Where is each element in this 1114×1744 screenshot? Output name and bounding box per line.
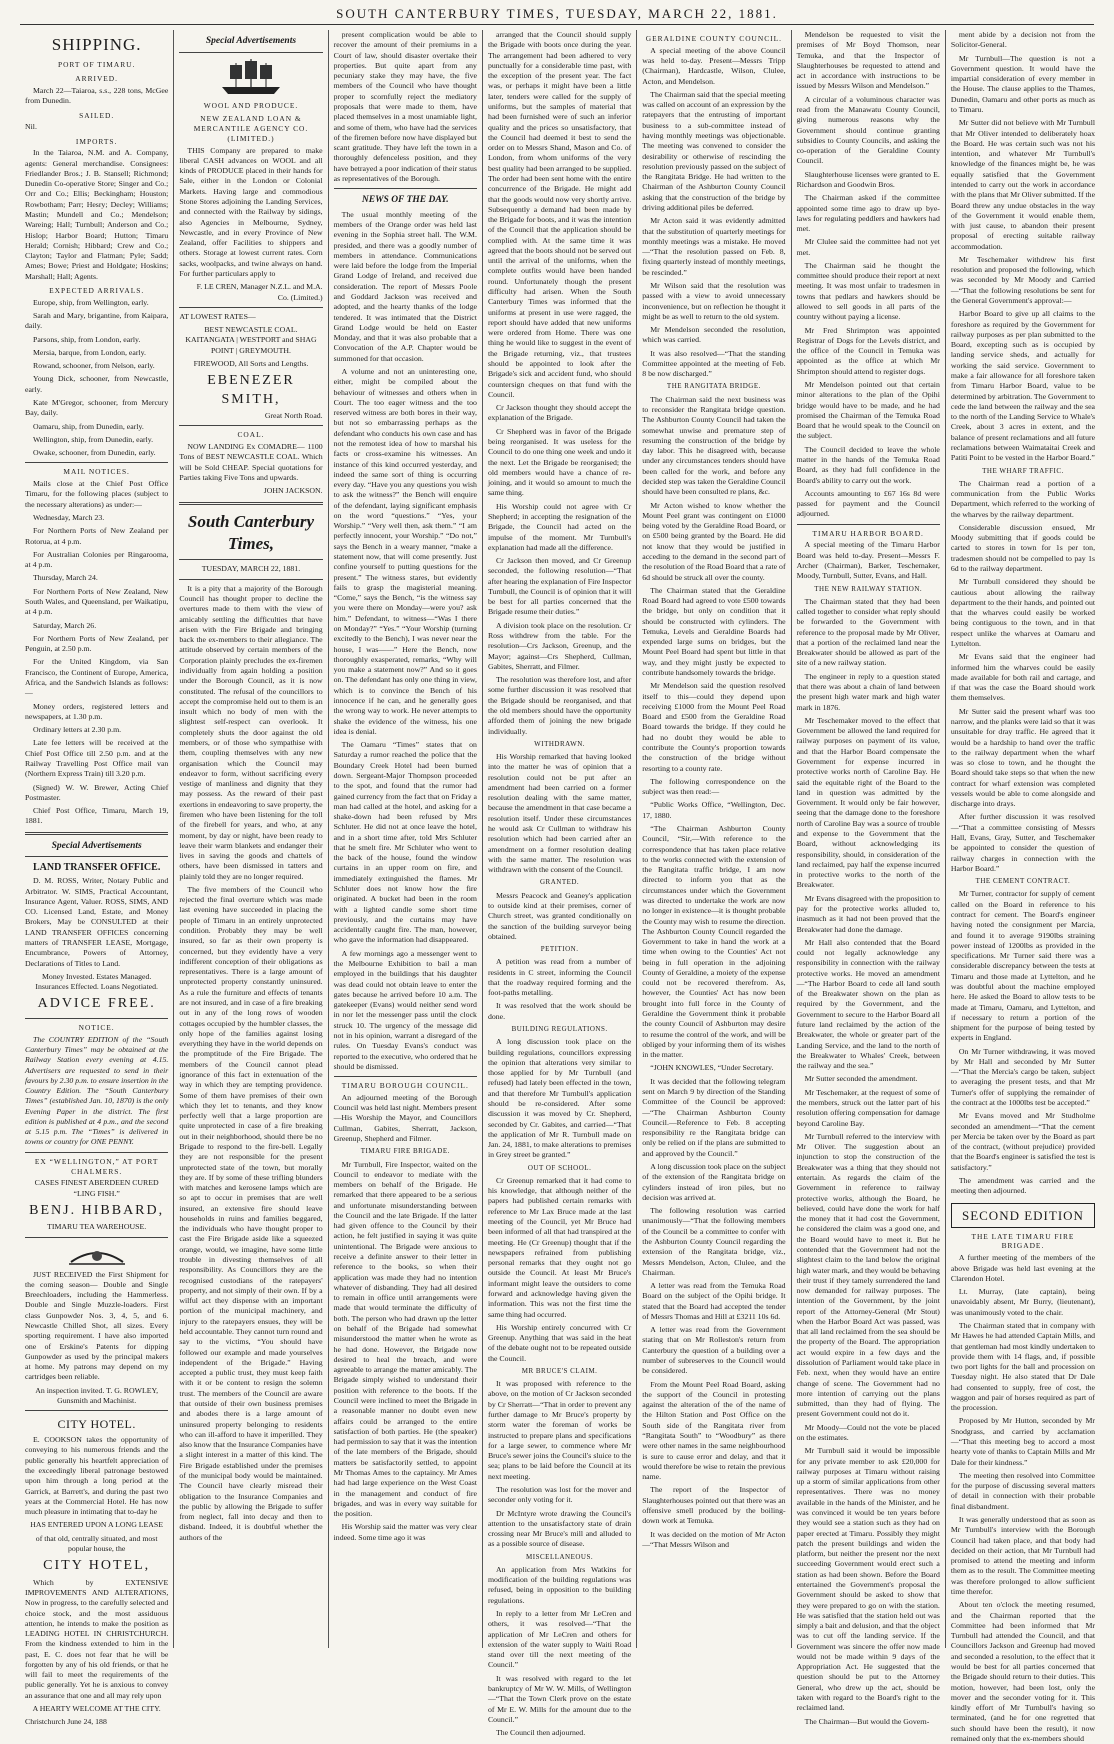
harbor-paragraph: Mr Teschemaker, at the request of some of the members, struck out the latter part of his resolution offering compensation for damage beyond Caroline Bay. [796, 1087, 940, 1128]
harbor-paragraph: THE NEW RAILWAY STATION. [814, 584, 923, 593]
harbor-paragraph: The engineer in reply to a question stated that there was about a chain of land between the present high water mark and high water mark in 1876. [796, 671, 940, 712]
mail-notice-line: Ordinary letters at 2.30 p.m. [33, 725, 122, 735]
editorial-paragraph: The five members of the Council who rejected the final overture which was made last evening have succeeded in placing the people of Timaru in an entirely unprotected condition. Probably they may be well insured, so far as their own property is concerned, but they evidently have a very indifferent conception of their obligations as representatives. There is a large amount of unprotected property constantly uninsured. As a rule the furniture and effects of tenants are not insured, and in case of a fire breaking out in any of the long rows of wooden cottages occupied by the humbler classes, the only hope of the families against losing everything they have in the world depends on the promptitude of the Fire Brigade. The members of the Council cannot plead ignorance of this fact in extenuation of the way in which they are tempting providence. Some of them have premises of their own which they let to tenants, and they know perfectly well that a large proportion are quite unprotected in case of a fire breaking out in their neighborhood, should there be no Brigade to respond to the fire-bell. Legally they are not responsible for the present unprotected state of the town, but morally they are. If by some of these trifling blunders with matches and kerosene lamps which are so apt to occur in premises that are well insured, an extensive fire should leave households in ruins and families beggared, the individuals who have thought proper to cast the Fire Brigade aside like a squeezed orange, would, we imagine, have some little trouble in divesting themselves of all responsibility. As Councillors they are the recognised custodians of the ratepayers' property, and not simply of their own. If by a wilful act they dispense with an important portion of the municipal machinery, and injury to the ratepayers ensues, they will be held accountable. They cannot turn round and say to the victims, “You should have followed our example and made yourselves independent of the Brigade.” Having accepted a public trust, they must keep faith with it or be content to resign the solemn trust. The members of the Council are aware that outside of their own business premises and abodes there is a large amount of uninsured property belonging to residents who can ill-afford to have it imperilled. They also know that the Insurance Companies have a slight interest in a matter of this kind. The Fire Brigade established under the premises of the municipal body would be maintained. The Council have clearly misread their obligation to the Insurance Companies and the public by allowing the Brigade to suffer from neglect, fall into decay and then to disband. Indeed, it is doubtful whether the authors of the [179, 884, 323, 1542]
news-paragraph: The usual monthly meeting of the members of the Orange order was held last evening in the Sophia street hall. The W.M. presided, and there was a goodly number of members in attendance. Communications were laid before the lodge from the Imperial Grand Lodge of Ireland, and received due consideration. The report of Messrs Poole and Goddard Jackson was received and adopted, and the hearty thanks of the lodge tendered. It was intimated that the District Grand Lodge would be held on Easter Monday, and that it was also probable that a Convocation of the A.P. Chapter would be summoned for that occasion. [333, 209, 477, 363]
hibbard-address: TIMARU TEA WAREHOUSE. [47, 1222, 147, 1232]
harbor-paragraph: Mr Evans moved and Mr Studholme seconded an amendment—“That the cement per Mercia be taken over by the Board as part of the contract, (without prejudice) provided that the Board's engineer is satisfied the test is satisfactory.” [950, 1111, 1096, 1172]
geraldine-paragraph: The Chairman said he thought the committee should produce their report at next meeting. It was most unfair to tradesmen in towns that pedlars and hawkers should be allowed to sell goods in all parts of the country without paying a license. [796, 260, 940, 322]
nzl-text: THIS Company are prepared to make liberal CASH advances on WOOL and all kinds of PRODUCE placed in their hands for Sale, either in the London or Colonial Markets. Having large and commodious Stone Stores adjoining the Landing Services, and connected with the Railway by sidings, also Agencies in Melbourne, Sydney, Newcastle, and in every Province of New Zealand, offer Facilities to shippers and others. Storage at lowest current rates. Corn sacks, woolpacks, and twine always on hand. For further particulars apply to [179, 145, 323, 278]
council-paragraph: TIMARU FIRE BRIGADE. [360, 1147, 450, 1156]
aberdeen-text: CASES FINEST ABERDEEN CURED “LING FISH.” [34, 1178, 159, 1198]
city-hotel-end: Which by EXTENSIVE IMPROVEMENTS AND ALTERATIONS, Now in progress, to the carefully selected and choice stock, and the most assiduous attention, he intends to make the position as LEADING HOTEL IN CHRISTCHURCH. From the kindness extended to him in the past, E. C. does not fear that he will be forgotten by any of his old friends, or that he will fail to meet the requirements of the public generally. Yet he is anxious to convey an assurance that one and all may rely upon [25, 1577, 169, 1700]
brigade-paragraph: Lt. Murray, (late captain), being unavoidably absent, Mr Burry, (lieutenant), was unanimously voted to the chair. [950, 1287, 1096, 1317]
mail-heading: MAIL NOTICES. [63, 467, 130, 477]
geraldine-paragraph: Mr Mendelson said the question resolved itself to this—could they depend upon receiving £1000 from the Mount Peel Road Board and £500 from the Geraldine Road Board towards the bridge. If they could he had no doubt they would be able to contribute the County's proportion towards the construction of the bridge without resorting to a county rate. [642, 681, 786, 773]
harbor-paragraph: Mr Sutter said the present wharf was too narrow, and the planks were laid so that it was unsuitable for dray traffic. He agreed that it would be a hardship to hand over the traffic to the railway department when the wharf was so close to town, and he thought the Board should take steps so that when the new contract for wharf extension was completed vessels would be able to come alongside and discharge into drays. [950, 706, 1096, 809]
divider [25, 856, 168, 857]
council-paragraph: BUILDING REGULATIONS. [511, 1025, 608, 1034]
editorial-paragraph: present complication would be able to recover the amount of their premiums in a Court of law, should disaster overtake their properties. But quite apart from any pecuniary stake they may have, the five members of the Council who have thought proper to scornfully reject the mediatory proposals that were made to them, have placed themselves in a most unamiable light, and some of them, who have had the services of the firemen before now have displayed but scant gratitude. They have left the town in a thoroughly defenceless position, and they have betrayed a poor indication of their status as representatives of the Borough. [333, 30, 477, 183]
council-paragraph: The resolution was therefore lost, and after some further discussion it was resolved that the Brigade should be reorganised, and that the old members should have the opportunity afforded them of joining the new brigade individually. [487, 675, 632, 736]
council-paragraph: Messrs Peacock and Geaney's application to outside kind at their premises, corner of Church street, was granted conditionally on the sanction of the building surveyor being obtained. [487, 890, 632, 941]
mail-notice-line: Mails close at the Chief Post Office Timaru, for the following places (subject to the necessary alterations) as under:— [25, 479, 169, 509]
council-paragraph: The resolution was lost for the mover and seconder only voting for it. [487, 1484, 632, 1505]
divider [25, 1410, 168, 1411]
geraldine-paragraph: The Chairman said the next business was to reconsider the Rangitata bridge question. The Ashburton County Council had taken the somewhat unwise and premature step of resuming the construction of the bridge by day labor. This he disagreed with, because under any circumstances tenders should have been called for the work, and before any decided step was taken the Geraldine Council should have been consulted re plans, &c. [642, 394, 786, 497]
divider [25, 1018, 168, 1019]
sailing-ship-icon [216, 57, 286, 97]
geraldine-paragraph: Mr Acton wished to know whether the Mount Peel grant was contingent on £1000 being voted by the Geraldine Road Board, or on £500 being granted by the Board. He did not know that they would be justified in acceding to the demand in the second part of the resolution of the Road Board that a rate of 6d should be struck all over the county. [642, 500, 786, 582]
expected-arrival: Owake, schooner, from Dunedin, early. [33, 448, 156, 458]
harbor-report-continued [951, 30, 1095, 1197]
column-5 [637, 30, 791, 1648]
editorial-paragraph: It is a pity that a majority of the Borough Council has thought proper to decline the overtures made to them with the view of amicably settling the difficulties that have arisen with the Fire Brigade and bringing back the ex-members to their allegiance. The attitude observed by certain members of the Corporation plainly precludes the ex-firemen individually from again holding a position under the Borough Council, as it is now constituted. The refusal of the councillors to accept the compromise held out to them is an insult which no body of men with the slightest self-respect can overlook. It completely shuts the door against the old members, or of those who sympathise with them, coupling themselves with any new organisation which the Council may endeavor to form, without sacrificing every vestige of manliness and dignity that they may possess. As the reward of their past exertions in endeavoring to save property, the firemen who have been listening for the toll of the firebell for years, and who, at any moment, by day or night, have been ready to leave their warm blankets and endanger their lives in saving the goods and chattels of others, have been dismissed in tatters and plainly told they are no longer required. [179, 583, 323, 881]
divider [797, 524, 940, 525]
geraldine-paragraph: The following resolution was carried unanimously—“That the following members of the Council be a committee to confer with the Ashburton County Council regarding the extension of the Rangitata bridge, viz., Messrs Mendelson, Acton, Clulee, and the Chairman. [642, 1206, 786, 1277]
city-hotel-text: E. COOKSON takes the opportunity of conveying to his numerous friends and the public generally his heartfelt appreciation of the exceedingly liberal patronage bestowed upon him through a long period at the Garrick, at Barrett's, and during the past two years at the Commercial Hotel. He has now much pleasure in intimating that to-day he [25, 1435, 169, 1517]
council-paragraph: It was resolved that the work should be done. [487, 1001, 632, 1021]
council-paragraph: It was resolved with regard to the let bankruptcy of Mr W. W. Mills, of Wellington—“That the Town Clerk prove on the estate of Mr E. W. Mills for the amount due to the Council.” [487, 1673, 632, 1724]
geraldine-paragraph: The Chairman said that the special meeting was called on account of an expression by the ratepayers that the entrusting of important business to a sub-committee instead of having monthly meetings was objectionable. The meeting was convened to consider the desirability or otherwise of rescinding the resolution previously passed on the subject of the Rangitata Bridge. He had written to the Chairman of the Ashburton County Council asking that the construction of the bridge by driving additional piles be deferred. [642, 89, 786, 212]
harbor-paragraph: Mr Turnbull referred to the interview with Mr Oliver. The suggestion about an injunction to stop the construction of the Breakwater was a thing that they should not entertain. As regards the claim of the Government in reference to railway protective works, although the Board, he believed, could have done the work for half the money that it had cost the Government, he considered the claim was a good one, and the Board would have to meet it. But he contended that the Government had not the slightest claim to the land below the original high water mark, and they would be behaving their trust if they tamely surrendered the land now demanded for railway purposes. The intention of the Government, by the joint report of the Attorney-General (Mr Stout) when the Harbor Board Act was passed, was that all land reclaimed from the sea should be the property of the Board. The appropriation act would expire in a few days and the dissolution of Parliament would take place in Feb. next, when they would have an entire change of scene. The Government had no more intention of carrying out the plans submitted, than they had of flying. The present Government could not do it. [796, 1131, 940, 1419]
divider [25, 462, 168, 463]
council-paragraph: MR BRUCE'S CLAIM. [521, 1366, 598, 1375]
advice-free: ADVICE FREE. [37, 996, 156, 1012]
council-heading: TIMARU BOROUGH COUNCIL. [341, 1081, 469, 1091]
brigade-paragraph: The Chairman stated that in company with Mr Hawes he had attended Captain Mills, and that gentleman had most kindly undertaken to provide them with 14 flags, and, if possible two port lights for the ball and procession on Tuesday night. He also stated that Dr Dale had consented to supply, free of cost, the waggon and pair of horses required as part of the procession. [950, 1320, 1096, 1413]
harbor-paragraph: The Chairman—But would the Govern- [804, 1716, 930, 1726]
editorial [179, 584, 322, 1543]
second-edition-banner: SECOND EDITION [951, 1203, 1095, 1228]
council-paragraph: A petition was read from a number of residents in C street, informing the Council that the roadway required forming and the foot-paths metalling. [487, 957, 632, 998]
council-paragraph: His Worship said the matter was very clear indeed. Some time ago it was [333, 1522, 477, 1542]
city-hotel-lease: HAS ENTERED UPON A LONG LEASE [30, 1520, 164, 1530]
divider [179, 52, 322, 53]
council-paragraph: arranged that the Council should supply the Brigade with boots once during the year. The arrangement had been adhered to very punctually for a considerable time past, with the exception of the present year. The fact was, or perhaps it might have been a little later, tenders were called for the supply of uniforms, but the samples of material that had been furnished were of such an inferior quality and the prices so unsatisfactory, that the Council had deemed it best to send the order on to Messrs Shand, Mason and Co. of London, from whom uniforms of the very best quality had been arranged to be supplied. The order had been sent home with the entire concurrence of the Brigade. He might add that the goods would now very shortly arrive. Subsequently a demand had been made by the Brigade for boots, and it was the intention of the Council that the application should be complied with. At the same time it was agreed that the boots should not be served out until the arrival of the uniforms, when the complete outfits would have been handed round. Unfortunately though the present difficulty had arisen. When the South Canterbury Times was informed that the uniforms at present in use were ragged, the report should have added that new uniforms were ordered from Home. There was one thing he would like to suggest in the event of the Brigade returning, viz., that trustees should be appointed to look after the Brigade's sick and accident fund, who should countersign cheques on that fund with the Council. [487, 30, 632, 399]
divider [179, 579, 322, 580]
mail-notice-line: For Northern Ports of New Zealand, per Penguin, at 2.50 p.m. [25, 633, 169, 654]
news-paragraph: A volume and not an uninteresting one, either, might be compiled about the behaviour of witnesses and others when in Court. The too eager witness and the too reserved witness are both bores in their way, but not so embarrassing perhaps as the defendant who conducts his own case and has not the remotest idea of how to marshal his facts or cross-examine his witnesses. An instance of this kind occurred yesterday, and indeed the same sort of thing is occurring every day. “Have you any questions you wish to ask the witness?” the Bench will enquire of the defendant, laying significant emphasis on the word “questions.” “Yes, your Worship.” “Very well then, ask them.” “I am perfectly innocent, your Worship.” “Do not,” says the Bench in a weary manner, “make a statement now, that will come presently. Just confine yourself to putting questions for the present.” The witness stares, but evidently fails to grasp the magisterial meaning. “Come,” says the Bench, “is the witness say you were there on Monday—were you? ask him.” Defendant, to witness—“Was I there on Monday?” “Yes.” “Your Worship (turning excitedly to the Bench), I was never near the house, I was——” Here the Bench, now thoroughly exasperated, remarks, “Why will you make a statement now?” And so it goes on. The defendant has only one thing in view, which is to convince the Bench of his innocence if he can, and he generally goes the wrong way to work. He never attempts to shake the evidence of the witness, his one idea is denial. [333, 366, 477, 736]
geraldine-report [642, 46, 785, 1550]
city-hotel-heading: CITY HOTEL. [57, 1417, 136, 1432]
expected-arrival: Wellington, ship, from Dunedin, early. [33, 434, 154, 444]
council-paragraph: Cr Jackson then moved, and Cr Greenup seconded, the following resolution—“That after hearing the explanation of Fire Inspector Turnbull, the Council is of opinion that it will be best for all parties concerned that the Brigade resume their duties.” [487, 556, 632, 617]
expected-arrival: Mersia, barque, from London, early. [33, 347, 146, 357]
special-ads-heading: Special Advertisements [51, 840, 142, 851]
mail-notice-line: Money orders, registered letters and newspapers, at 1.30 p.m. [25, 701, 169, 721]
harbor-paragraph: THE WHARF TRAFFIC. [982, 466, 1064, 475]
divider [25, 1152, 168, 1153]
expected-arrival: Young Dick, schooner, from Newcastle, early. [25, 374, 169, 394]
harbor-paragraph: ment abide by a decision not from the Solicitor-General. [950, 30, 1096, 50]
coal-signature: JOHN JACKSON. [263, 486, 323, 496]
geraldine-paragraph: “Public Works Office, “Wellington, Dec. 17, 1880. [642, 800, 786, 820]
mail-notice-line: Chief Post Office, Timaru, March 19, 1881. [25, 806, 169, 826]
expected-arrival: Rowand, schooner, from Nelson, early. [33, 361, 155, 371]
news-paragraph: The Oamaru “Times” states that on Saturday a rumor reached the police that the Boundary Creek Hotel had been burned down. Sergeant-Major Thompson proceeded to the spot, and found that the rumor had gained currency from the fact that on Friday a man had called at the hotel, and asking for a shake-down had been refused by Mrs Schluter. He did not at once leave the hotel, and in a short time after, told Mrs Schluter that he smelt fire. Mr Schluter who went to the back of the house, found the window curtains in an upper room on fire, and immediately extinguished the flames. Mr Schluter does not know how the fire originated. A bucket had been in the room with a lighted candle some short time previously, and the curtains may have accidentally caught fire. The man, however, who gave the information had disappeared. [333, 740, 477, 945]
geraldine-heading: GERALDINE COUNTY COUNCIL. [645, 34, 782, 43]
divider [179, 559, 322, 560]
gun-signature: An inspection invited. T. G. ROWLEY, Gunsmith and Machinist. [35, 1385, 159, 1405]
geraldine-paragraph: A long discussion took place on the subject of the extension of the Rangitata bridge on cylinders instead of iron piles, but no decision was arrived at. [642, 1161, 786, 1202]
council-paragraph: Dr McIntyre wrote drawing the Council's attention to the unsatisfactory state of drain crossing near Mr Bruce's mill and alluded to as a possible source of disease. [487, 1508, 632, 1549]
harbor-paragraph: Considerable discussion ensued, Mr Moody submitting that if goods could be carted to stores in town for 1s per ton, tradesmen should not be compelled to pay 1s 6d to the railway department. [950, 522, 1096, 574]
brigade-paragraph: It was generally understood that as soon as Mr Turnbull's interview with the Borough Council had taken place, and that body had decided on their action, that Mr Turnbull had promised to attend the meeting and inform them as to the result. The Committee meeting was therefore prolonged to allow sufficient time therefor. [950, 1515, 1096, 1596]
nzl-signature: F. LE CREN, Manager N.Z.L. and M.A. Co. (Limited.) [196, 282, 323, 302]
mail-notice-line: (Signed) W. W. Brewer, Acting Chief Postmaster. [25, 782, 169, 802]
council-paragraph: MISCELLANEOUS. [526, 1552, 594, 1561]
firewood-text: FIREWOOD, All Sorts and Lengths. [193, 358, 309, 368]
harbor-paragraph: After further discussion it was resolved—“That a committee consisting of Messrs Hall, Evans, Gray, Sutter, and Teschemaker be appointed to consider the question of railway charges in connection with the Harbor Board.” [950, 812, 1096, 873]
divider [179, 502, 322, 505]
geraldine-paragraph: It was decided on the motion of Mr Acton—“That Messrs Wilson and [642, 1529, 786, 1549]
council-paragraph: His Worship could not agree with Cr Shepherd; in accepting the resignation of the Brigade, the Council had acted on the impulse of the moment. Mr Turnbull's explanation had made all the difference. [487, 501, 632, 552]
harbor-paragraph: Mr Hall also contended that the Board could not legally acknowledge any responsibility in connection with the railway protective works. He moved an amendment—“The Harbor Board to cede all land south of the Breakwater shown on the plan as required by the Government, and the Government to secure to the Harbor Board all future land reclaimed by the action of the Breakwater, the whole or greater part of the Landing Service, and the land to the north of the Breakwater to Whales' Creek, between the railway and the sea.” [796, 937, 940, 1071]
geraldine-paragraph: The Chairman stated that the Geraldine Road Board had agreed to vote £500 towards the bridge, but only on condition that it should be constructed with cylinders. The Temuka, Levels and Geraldine Boards had expended large sums on bridges, but the Mount Peel Board had spent but little in that way, and they might justly be expected to contribute handsomely towards the bridge. [642, 585, 786, 678]
geraldine-paragraph: From the Mount Peel Road Board, asking the support of the Council in protesting against the alteration of the of the name of the Hilton Station and Post Office on the South side of the Rangitata river from “Rangitata South” to “Woodbury” as there were other names in the same neighbourhood is sure to cause error and delay, and that it would therefore be wise to retain the previous name. [642, 1379, 786, 1482]
mail-notice-line: For Northern Ports of New Zealand, New South Wales, and Queensland, per Waikatipu, at 4 p.m. [25, 586, 169, 617]
ebenezer-address: Great North Road. [264, 411, 323, 421]
council-paragraph: His Worship entirely concurred with Cr Greenup. Anything that was said in the heat of the debate ought not to be repeated outside the Council. [487, 1322, 632, 1363]
brigade-report [951, 1253, 1095, 1744]
harbor-report [797, 540, 940, 1726]
hibbard-name: BENJ. HIBBARD, [29, 1202, 165, 1218]
council-paragraph: Cr Greenup remarked that it had come to his knowledge, that although neither of the papers had published certain remarks with reference to Mr Lax Bruce made at the last meeting of the Council, yet Mr Bruce had been informed of all that had transpired at the meeting. He (Cr Greenup) thought that if the newspapers refrained from publishing personal remarks that they ought not go outside the Council. At least Mr Bruce's informant might leave the outsiders to come forward and acknowledge having given the information. This was not the first time the same thing had occurred. [487, 1175, 632, 1319]
expected-arrival: Oamaru, ship, from Dunedin, early. [33, 421, 144, 431]
geraldine-paragraph: A letter was read from the Government stating that on Mr Rolleston's return from Canterbury the question of a building over a number of subreserves to the Council would be considered. [642, 1325, 786, 1376]
council-paragraph: Cr Jackson thought they should accept the explanation of the Brigade. [487, 403, 632, 423]
masthead: South Canterbury Times, [187, 511, 315, 554]
council-paragraph: GRANTED. [539, 878, 580, 887]
ebenezer-smith-name: EBENEZER SMITH, [207, 373, 295, 407]
arrived-text: March 22—Taiaroa, s.s., 228 tons, McGee from Dunedin. [25, 85, 169, 106]
mail-notice-line: For Australian Colonies per Ringarooma, at 4 p.m. [25, 549, 169, 570]
shipping-heading: SHIPPING. [51, 35, 142, 54]
running-head: SOUTH CANTERBURY TIMES, TUESDAY, MARCH 22, 1881. [336, 6, 778, 21]
geraldine-paragraph: Mr Fred Shrimpton was appointed Registrar of Dogs for the Levels district, and the office of the Council in Temuka was appointed as the office at which Mr Shrimpton should attend to register dogs. [796, 325, 940, 376]
column-4 [483, 30, 637, 1738]
mail-list [25, 479, 168, 826]
coal-intro: AT LOWEST RATES— [179, 311, 256, 321]
geraldine-paragraph: Mr Wilson said that the resolution was passed with a view to avoid unnecessary inconvenience, but on reflection he thought it might be as well to return to the old system. [642, 280, 786, 321]
harbor-paragraph: THE CEMENT CONTRACT. [975, 877, 1071, 886]
harbor-paragraph: Mr Sutter did not believe with Mr Turnbull that Mr Oliver intended to deliberately hoax the Board. He was certain such was not his intention, and whatever Mr Turnbull's knowledge of the finances might be, he was equally satisfied that the Government intended to carry out the work in accordance with the plans that Mr Oliver submitted. If the Board threw any undue obstacles in the way of the Government it would enable them, with just cause, to abandon their present proposal of erecting suitable railway accommodation. [950, 118, 1096, 251]
council-paragraph: Mr Turnbull, Fire Inspector, waited on the Council to endeavor to mediate with the members on behalf of the Brigade. He remarked that there appeared to be a serious and unfortunate misunderstanding between the Council and the late Brigade. If the latter had given offence to the Council by their action, he felt justified in saying it was quite unintentional. The Brigade were anxious to receive a definite answer to their letter in reference to the books, so when their application was made they had no intention whatever of disbanding. They had all desired to remain in office until arrangements were made that would terminate the difficulty of both. The person who had drawn up the letter on behalf of the Brigade had somewhat misunderstood the matter when he wrote as he had done. However, the Brigade now desired to heal the breach, and were agreeable to arrange the matter amicably. The Brigade simply wished to understand their position with reference to the boots. If the Council were inclined to meet the Brigade in a reasonable manner no doubt even new affairs could be arranged to the entire satisfaction of both parties. He (the speaker) had permission to say that it was the intention of the late members of the Brigade, should matters be satisfactorily settled, to appoint Mr Thomas Ames to the captaincy. Mr Ames had had large experience on the West Coast in the management and conduct of fire brigades, and was in every way suitable for the position. [333, 1159, 477, 1519]
harbor-paragraph: Mr Evans said that the engineer had informed him the wharves could be easily made available for both rail and cartage, and if that was the case the Board should work them themselves. [950, 652, 1096, 703]
council-paragraph: The Council then adjourned. [495, 1728, 586, 1738]
column-7 [946, 30, 1100, 1743]
mail-notice-line: Thursday, March 24. [33, 573, 98, 583]
divider [179, 307, 322, 308]
mail-notice-line: Late fee letters will be received at the Chief Post Office till 2.50 p.m. and at the Railway Travelling Post Office mail van (Northern Express Train) till 3.20 p.m. [25, 738, 169, 779]
coal-text: NOW LANDING Ex COMADRE— 1100 Tons of BEST NEWCASTLE COAL. Which will be Sold CHEAP. Special quotations for Parties taking Five Tons and upwards. [179, 442, 323, 483]
geraldine-paragraph: Slaughterhouse licenses were granted to E. Richardson and Goodwin Bros. [796, 169, 940, 189]
imports-text: In the Taiaroa, N.M. and A. Company, agents: General merchandise. Consignees: Friedlander Bros.; J. B. Stansell; Richmond; Dunedin Co-operative Store; Singer and Co.; Orr and Co.; Ellis; Beckingham; Houston; Rowbotham; Parr; Hesry; Decley; Williams; Mastin; Mundell and Co.; Mendelson; Wareing; Hall; Turnbull; Anderson and Co.; Hislop; Harbor Board; Hutton; Timaru Herald; Cornish; Hibbard; Crew and Co.; Clayton; Taylor and Flatman; Pyle; Sadd; Ames; Bowe; Priest and Holdgate; Hoskins; Marshall; Hall; Agents. [25, 148, 169, 281]
notice-text: The COUNTRY EDITION of the “South Canterbury Times” may be obtained at the Railway Station every evening at 4.15. Advertisers are requested to send in their favours by 2.30 p.m. to ensure insertion in the Country Edition. The “South Canterbury Times” (established Jan. 10, 1870) is the only Evening Paper in the district. The first edition is published at 4 p.m., and the second at 5.15 p.m. The “Times” is delivered in towns or country for ONE PENNY. [25, 1034, 169, 1147]
geraldine-paragraph: “The Chairman Ashburton County Council, “Sir,—With reference to the correspondence that has taken place relative to the works connected with the extension of the Rangitata traffic bridge, I am now directed to inform you that as the circumstances under which the Government was directed to undertake the work are now no longer in existence—it is thought probable the County may wish to resume the direction. The Ashburton County Council regarded the Government to take in hand the work at a time when owing to the Counties' Act not being in full operation in the adjoining County of Geraldine, a moiety of the expense could not be recovered therefrom. As, however, the Counties' Act has now been brought into full force in the County of Geraldine the Government think it probable the county Council of Ashburton may desire to resume the control of the work, and will be obliged by your informing them of its wishes in the matter. [642, 823, 786, 1060]
divider [25, 832, 168, 835]
council-report-continued [488, 30, 631, 1738]
special-ads-heading: Special Advertisements [205, 36, 297, 46]
council-report [334, 1093, 477, 1543]
wool-heading: WOOL AND PRODUCE. [203, 100, 299, 110]
geraldine-paragraph: The following correspondence on the subject was then read:— [642, 776, 786, 797]
harbor-paragraph: Mr Teschemaker withdrew his first resolution and proposed the following, which was seconded by Mr Moody and Carried—“That the following resolutions be sent for the General Government's approval:— [950, 254, 1096, 306]
harbor-paragraph: Mr Turnbull—The question is not a Government question. It would have the impartial consideration of every member in the House. The clause applies to the Thames, Dunedin, Oamaru and other ports as much as to Timaru. [950, 53, 1096, 114]
geraldine-paragraph: A letter was read from the Temuka Road Board on the subject of the Opihi bridge. It stated that the Board had accepted the tender of Messrs Thomas and Hill at £3211 10s 6d. [642, 1281, 786, 1321]
harbor-paragraph: A special meeting of the Timaru Harbor Board was held to-day. Present—Messrs F. Archer (Chairman), Barker, Teschemaker, Moody, Turnbull, Sutter, Evans, and Hall. [796, 540, 940, 581]
header-rule [20, 24, 1094, 25]
geraldine-paragraph: Mr Clulee said the committee had not yet met. [796, 237, 940, 257]
council-paragraph: It was proposed with reference to the above, on the motion of Cr Jackson seconded by Cr Sherratt—“That in order to prevent any further damage to Mr Bruce's property by storm water the foreman of works be instructed to prepare plans and specifications for a large sewer, to commence where Mr Bruce's sewer joins the Council's sluice to the sea; plans to be laid before the Council at its next meeting. [487, 1379, 632, 1481]
expected-list [25, 298, 168, 459]
geraldine-paragraph: Mr Mendelson seconded the resolution, which was carried. [642, 325, 786, 345]
expected-arrival: Kate M'Gregor, schooner, from Mercury Bay, daily. [25, 398, 169, 418]
brigade-paragraph: About ten o'clock the meeting resumed, and the Chairman reported that the Committee had been informed that Mr Turnbull had attended the Council, and that Councillors Jackson and Greenup had moved and seconded a resolution, to the effect that it would be best for all parties concerned that the Brigade should return to their duties. This motion, however, had been lost, only the mover and the seconder voting for it. This kindly effort of Mr Turnbull's having so terminated, (and he for one regretted that such should have been the result), it now remained only that the ex-members should [950, 1600, 1096, 1743]
issue-date: TUESDAY, MARCH 22, 1881. [201, 564, 301, 574]
editorial-continued [334, 30, 477, 184]
geraldine-paragraph: Mr Mendelson pointed out that certain minor alterations to the plan of the Opihi bridge would have to be made, and he had promised the Chairman of the Temuka Road Board that he would speak to the Council on the subject. [796, 380, 940, 441]
geraldine-paragraph: A circular of a voluminous character was read from the Manawatu County Council, giving numerous reasons why the Government should continue granting subsidies to County Councils, and asking the co-operation of the Geraldine County Council. [796, 94, 940, 166]
city-hotel-name: CITY HOTEL, [43, 1558, 151, 1574]
geraldine-paragraph: A special meeting of the above Council was held to-day. Present—Messrs Tripp (Chairman), Hardcastle, Wilson, Clulee, Acton, and Mendelson. [642, 45, 786, 86]
imports-label: IMPORTS. [75, 136, 118, 146]
coal-heading: COAL. [237, 430, 265, 440]
divider [179, 425, 322, 426]
geraldine-report-continued [797, 30, 940, 520]
city-hotel-welcome: A HEARTY WELCOME AT THE CITY. [32, 1704, 161, 1714]
column-6 [792, 30, 946, 1726]
notice-heading: NOTICE. [78, 1022, 115, 1032]
expected-label: EXPECTED ARRIVALS. [49, 286, 145, 295]
expected-arrival: Parsons, ship, from London, early. [33, 334, 141, 344]
harbor-paragraph: The Chairman stated that they had been called together to consider what reply should be forwarded to the Government with reference to the proposal made by Mr Oliver, that a portion of the reclaimed land near the Breakwater should be allowed as part of the site of a new railway station. [796, 596, 940, 668]
harbor-paragraph: Harbor Board to give up all claims to the foreshore as required by the Government for railway purposes as per plan submitted to the Board, excepting such as is occupied by landing service sheds, and actually for working the said service. Government to make a fair allowance for all foreshore taken from Timaru Harbor Board, value to be determined by arbitration. The Government to cede the land between the railway and the sea to the north of the Landing Service to Whale's Creek, about 3 acres in extent, and the balance of present reclamations and all future reclamations between Waimataitai Creek and Patiti Point to be vested in the Harbor Board.” [950, 309, 1096, 463]
harbor-paragraph: Mr Sutter seconded the amendment. [804, 1074, 918, 1084]
harbor-paragraph: The Chairman read a portion of a communication from the Public Works Department, which referred to the working of the wharves by the railway department. [950, 478, 1096, 519]
column-2 [174, 30, 328, 1648]
gunsmith-emblem-icon [67, 1242, 127, 1268]
council-paragraph: OUT OF SCHOOL. [527, 1163, 592, 1172]
sailed-text: Nil. [25, 122, 37, 132]
geraldine-paragraph: It was decided that the following telegram sent on March 9 by direction of the Standing Committee of the Council be approved:—“The Chairman Ashburton County Council.—Reference to Feb. 8 accepting responsibility re the Rangitata bridge can only be relied on if the plans are submitted to and approved by the Council.” [642, 1076, 786, 1158]
geraldine-paragraph: The report of the Inspector of Slaughterhouses pointed out that there was an offensive smell produced by the boiling-down work at Temuka. [642, 1485, 786, 1526]
harbor-paragraph: The amendment was carried and the meeting then adjourned. [950, 1176, 1096, 1196]
sailed-label: SAILED. [79, 110, 115, 120]
geraldine-paragraph: Accounts amounting to £67 16s 8d were passed for payment and the Council adjourned. [796, 488, 940, 519]
land-transfer-heading: LAND TRANSFER OFFICE. [32, 862, 161, 874]
city-hotel-mid: of that old, centrally situated, and most popular house, the [35, 1533, 158, 1553]
geraldine-paragraph: The Chairman asked if the committee appointed some time ago to draw up bye-laws for regulating peddlers and hawkers had met. [796, 193, 940, 234]
council-paragraph: PETITION. [540, 945, 579, 954]
divider [334, 188, 477, 189]
mail-notice-line: Saturday, March 26. [33, 620, 97, 630]
council-paragraph: Cr Shepherd was in favor of the Brigade being reorganised. It was useless for the Council to do one thing one week and undo it the next. Let the Brigade be reorganised; the old members would have a chance of re-joining, and it would so amount to much the same thing. [487, 426, 632, 498]
council-paragraph: A division took place on the resolution. Cr Ross withdrew from the table. For the resolution—Crs Jackson, Greenup, and the Mayor; against—Crs Shepherd, Cullman, Gabites, Sherratt, and Filmer. [487, 620, 632, 671]
harbor-paragraph: Mr Turner, contractor for supply of cement called on the Board in reference to his contract for cement. The Board's engineer having noted the consignment per Marcia, and found it to average 9190lbs straining power instead of 1200lbs as provided in the specifications. Mr Turner said there was a considerable discrepancy between the tests at Timaru and those made at Lyttelton, and he was doubtful about the machine employed here. He asked the Board to allow tests to be made at Timaru, Oamaru, and Lyttelton, and if necessary to return a portion of the shipment for the purpose of being tested by experts in England. [950, 889, 1096, 1043]
council-paragraph: An adjourned meeting of the Borough Council was held last night. Members present—His Worship the Mayor, and Councillors Cullman, Gabites, Sherratt, Jackson, Greenup, Shepherd and Filmer. [333, 1092, 477, 1143]
council-paragraph: An application from Mrs Watkins for modification of the building regulations was refused, being in opposition to the building regulations. [487, 1564, 632, 1605]
city-hotel-date: Christchurch June 24, 188 [25, 1717, 107, 1727]
mail-notice-line: For Northern Ports of New Zealand per Rotorua, at 4 p.m. [25, 526, 169, 546]
brigade-paragraph: Proposed by Mr Hutton, seconded by Mr Snodgrass, and carried by acclamation—“That this meeting beg to accord a most hearty vote of thanks to Captain Mills and Mr Dale for their kindness.” [950, 1416, 1096, 1467]
geraldine-paragraph: It was also resolved—“That the standing Committee appointed at the meeting of Feb. 8 be now discharged.” [642, 348, 786, 379]
geraldine-paragraph: THE RANGITATA BRIDGE. [666, 382, 761, 391]
brigade-heading: THE LATE TIMARU FIRE BRIGADE. [971, 1231, 1075, 1251]
geraldine-paragraph: The Council decided to leave the whole matter in the hands of the Temuka Road Board, as they had full confidence in the Board's ability to carry out the work. [796, 444, 940, 485]
land-transfer-services: Money Invested. Estates Managed. Insurances Effected. Loans Negotiated. [35, 971, 158, 992]
nzl-heading: NEW ZEALAND LOAN & MERCANTILE AGENCY CO. (LIMITED.) [193, 114, 309, 143]
ex-wellington-heading: EX “WELLINGTON,” AT PORT CHALMERS. [34, 1156, 159, 1176]
coal-list: BEST NEWCASTLE COAL. KAITANGATA | WESTPORT and SHAG POINT | GREYMOUTH. [185, 325, 317, 355]
harbor-paragraph: On Mr Turner withdrawing, it was moved by Mr Hall and seconded by Mr Sutter—“That the Mercia's cargo be taken, subject to averaging the present tests, and that Mr Turner's offer of supplying the remainder of the contract at the 1000lbs test be accepted.” [950, 1046, 1096, 1108]
geraldine-paragraph: “JOHN KNOWLES, “Under Secretary. [650, 1063, 774, 1073]
harbor-heading: TIMARU HARBOR BOARD. [812, 528, 924, 538]
port-heading: PORT OF TIMARU. [57, 60, 136, 70]
columns [20, 30, 1100, 1743]
harbor-paragraph: Mr Turnbull considered they should be cautious about allowing the railway department to the their hands, and pointed out that the wharves could easily be worked being contiguous to the town, and in that respect unlike the wharves at Oamaru and Lyttelton. [950, 577, 1096, 648]
council-paragraph: His Worship remarked that having looked into the matter he was of opinion that a resolution could not be put after an amendment had been carried on a former resolution dealing with the same matter, because the amendment in that case became a resolution itself. Under these circumstances he would ask Cr Cullman to withdraw his resolution which had been carried after an amendment on a former resolution dealing with the same matter. The resolution was withdrawn with the consent of the Council. [487, 752, 632, 875]
divider [25, 1237, 168, 1238]
news-items [334, 210, 477, 1072]
mail-notice-line: Wednesday, March 23. [33, 513, 105, 523]
council-paragraph: In reply to a letter from Mr LeCren and others, it was resolved—“That the application of Mr LeCren and others for extension of the water supply to Waiti Road stand over till the next meeting of the Council.” [487, 1609, 632, 1670]
harbor-paragraph: Mr Evans disagreed with the proposition to pay for the protective works alluded to, inasmuch as it had not been proved that the Breakwater had done the damage. [796, 893, 940, 934]
harbor-paragraph: Mr Turnbull said it would be impossible for any private member to ask £20,000 for railway purposes at Timaru without raising up a storm of similar applications from other representatives. There was no money available in the hands of the Minister, and he was convinced it would be ten years before they would see a station such as they had on paper erected at Timaru. Possibly they might patch the present buildings and widen the platform, but neither the present nor the next succeeding Government would erect such a station as had been shown. Before the Board entertained the Government's proposal the Government should be asked to show that they were prepared to go on with the station. He was satisfied that the station held out was simply a bait and delusion, and that the object was to cut off the landing service. If the Government was sincere the offer now made would not be made within 9 days of the Appropriation Act. He suggested that the question should be put to the Attorney General, who drew up the act, should be taken with regard to the Board's right to the reclaimed land. [796, 1446, 940, 1713]
news-paragraph: A few mornings ago a messenger went to the Melbourne Exhibition to bail a man employed in the buildings that his daughter was dead could not obtain leave to enter the gates because he arrived before 10 a.m. The gatekeeper (Evans) would neither send word in nor let the messenger pass until the clock struck 10. The urgency of the message did not in his opinion, warrant a disregard of the rules. On Tuesday Evans's conduct was reported to the executive, who ordered that he should be dismissed. [333, 948, 477, 1071]
column-3 [329, 30, 483, 1648]
brigade-paragraph: The meeting then resolved into Committee for the purpose of discussing several matters of detail in connection with their probable final disbandment. [950, 1470, 1096, 1511]
harbor-paragraph: Mr Teschemaker moved to the effect that Government be allowed the land required for railway purposes on payment of its value, and that the Harbor Board compensate the Government for expense incurred in protective works north of Caroline Bay. He said the equitable right of the Board to the land in question was admitted by the Government. It would only be fair however, seeing that the damage done to the foreshore north of Caroline Bay was a source of trouble and expense to the Government that the Board, without acknowledging its responsibility, should, in consideration of the land reclaimed, pay half the expense incurred in protective works to the north of the Breakwater. [796, 715, 940, 890]
land-transfer-text: D. M. ROSS, Writer, Notary Public and Arbitrator. W. SIMS, Practical Accountant, Insurance Agent, Valuer. ROSS, SIMS, AND CO. Licensed Land, Estate, and Money Brokers, May be CONSULTED at their LAND TRANSFER OFFICES concerning matters of TRANSFER LEASE, Mortgage, Encumbrance, Powers of Attorney, Declarations of Titles to Land. [25, 876, 169, 968]
news-heading: NEWS OF THE DAY. [361, 195, 449, 206]
council-paragraph: A long discussion took place on the building regulations, councillors expressing the opinion that alterations very similar to those applied for by Mr Turnbull (and refused) had lately been effected in the town, and that therefore Mr Turnbull's application should be re-considered. After some discussion it was moved by Cr. Shepherd, seconded by Cr. Gabites, and carried—“That the application of Mr R. Turnbull made on Jan. 24, 1881, to make alterations to premises in Grey street be granted.” [487, 1037, 632, 1160]
column-1 [20, 30, 174, 1727]
divider [334, 1076, 477, 1077]
expected-arrival: Sarah and Mary, brigantine, from Kaipara, daily. [25, 311, 169, 331]
expected-arrival: Europe, ship, from Wellington, early. [33, 297, 149, 307]
geraldine-paragraph: Mendelson be requested to visit the premises of Mr Boyd Thomson, near Temuka, and that the Inspector of Slaughterhouses be requested to attend and act in accordance with instructions to be issued by Messrs Wilson and Mendelson.” [796, 30, 940, 91]
harbor-paragraph: Mr Moody—Could not the vote be placed on the estimates. [796, 1422, 940, 1442]
gun-text: JUST RECEIVED the First Shipment for the coming season— Double and Single Breechloaders, including the Hammerless. Double and Single Muzzle-loaders. First class Gunpowder Nos. 3, 4, 5, and 6. Newcastle Chilled Shot, all sizes. Every sporting requirement. I have also imported one of Erskine's Patents for dipping Gunpowder as used by the principal makers at home. My patrons may depend on my cartridges been reliable. [25, 1269, 169, 1382]
council-paragraph: WITHDRAWN. [534, 739, 586, 748]
brigade-paragraph: A further meeting of the members of the above Brigade was held last evening at the Clarendon Hotel. [950, 1253, 1096, 1283]
arrived-label: ARRIVED. [75, 74, 118, 84]
geraldine-paragraph: Mr Acton said it was evidently admitted that the substitution of quarterly meetings for monthly meetings was a mistake. He moved—“That the resolution passed on Feb. 8, fixing quarterly instead of monthly meetings, be rescinded.” [642, 216, 786, 277]
mail-notice-line: For the United Kingdom, via San Francisco, the Continent of Europe, America, Africa, and the Sandwich Islands as follows:— [25, 657, 169, 698]
